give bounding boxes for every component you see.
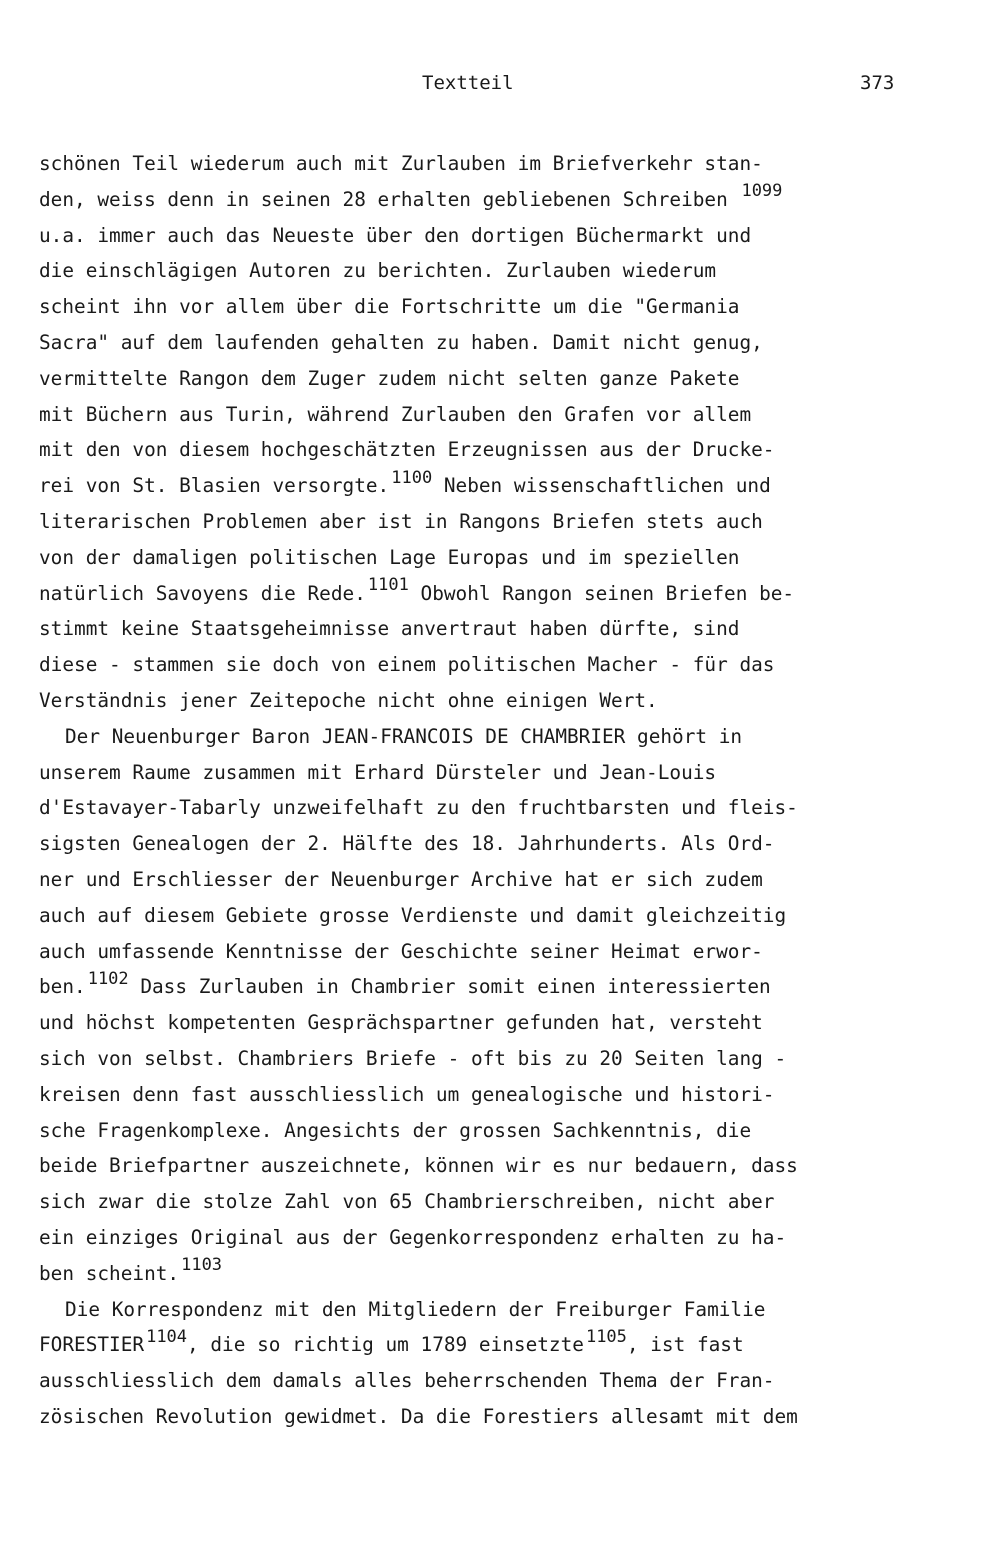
line-text: sigsten Genealogen der 2. Hälfte des 18. Jahrhunderts. Als Ord- [39,832,775,856]
line-text: Sacra" auf dem laufenden gehalten zu haben. Damit nicht genug, [39,330,763,354]
text-line [39,934,929,970]
line-text: ein einziges Original aus der Gegenkorrespondenz erhalten zu ha- [39,1225,787,1249]
text-line [39,1113,929,1149]
line-text: d'Estavayer-Tabarly unzweifelhaft zu den fruchtbarsten und fleis- [39,796,798,820]
text-line [39,218,929,254]
line-text: auch umfassende Kenntnisse der Geschichte seiner Heimat erwor- [39,939,763,963]
line-text: ner und Erschliesser der Neuenburger Archive hat er sich zudem [39,867,763,891]
text-line [39,862,929,898]
line-text: unserem Raume zusammen mit Erhard Dürsteler und Jean-Louis [39,760,717,784]
text-line [39,289,929,325]
running-title: Textteil [422,72,514,94]
text-line [39,1148,929,1184]
text-line [39,683,929,719]
text-line [39,397,929,433]
text-line [39,146,929,182]
text-line [39,611,929,647]
line-text: sich zwar die stolze Zahl von 65 Chambrierschreiben, nicht aber [39,1190,775,1214]
footnote-marker: 1102 [87,968,129,989]
text-line [39,504,929,540]
line-text: scheint ihn vor allem über die Fortschritte um die "Germania [39,295,740,319]
line-text-continued: Neben wissenschaftlichen und [432,474,771,498]
footnote-marker: 1101 [367,575,409,596]
line-text: mit den von diesem hochgeschätzten Erzeugnissen aus der Drucke- [39,438,775,462]
text-line [39,253,929,289]
text-line [39,1220,929,1256]
text-line [39,898,929,934]
text-line [39,540,929,576]
line-text-continued: , ist fast [626,1333,744,1357]
line-text: zösischen Revolution gewidmet. Da die Forestiers allesamt mit dem [39,1404,798,1428]
line-text: literarischen Problemen aber ist in Rangons Briefen stets auch [39,509,763,533]
text-line [39,1399,929,1435]
line-text-continued: , die so richtig um 1789 einsetzte [187,1333,584,1357]
footnote-marker: 1104 [146,1326,188,1347]
footnote-marker: 1105 [585,1326,627,1347]
footnote-marker: 1103 [181,1255,223,1276]
text-line [39,719,929,755]
text-line [39,826,929,862]
text-line [39,1327,929,1363]
text-line [39,468,929,504]
text-line [39,790,929,826]
line-text: von der damaligen politischen Lage Europas und im speziellen [39,545,740,569]
text-line [39,432,929,468]
line-text: sich von selbst. Chambriers Briefe - oft bis zu 20 Seiten lang - [39,1046,787,1070]
text-line [39,1184,929,1220]
page-header [0,72,1000,102]
line-text: u.a. immer auch das Neueste über den dortigen Büchermarkt und [39,223,752,247]
line-text: ben. [39,975,86,999]
body-text [39,146,929,1435]
line-text: sche Fragenkomplexe. Angesichts der grossen Sachkenntnis, die [39,1118,752,1142]
line-text: diese - stammen sie doch von einem politischen Macher - für das [39,653,775,677]
text-line [39,576,929,612]
line-text: vermittelte Rangon dem Zuger zudem nicht selten ganze Pakete [39,366,740,390]
line-text-continued: Obwohl Rangon seinen Briefen be- [408,581,795,605]
line-text: rei von St. Blasien versorgte. [39,474,390,498]
text-line [39,1256,929,1292]
footnote-marker: 1099 [741,181,783,202]
line-text: und höchst kompetenten Gesprächspartner gefunden hat, versteht [39,1011,763,1035]
text-line [39,969,929,1005]
text-line [39,182,929,218]
line-text: ausschliesslich dem damals alles beherrschenden Thema der Fran- [39,1369,775,1393]
text-line [39,1005,929,1041]
line-text: mit Büchern aus Turin, während Zurlauben den Grafen vor allem [39,402,752,426]
text-line [39,1363,929,1399]
text-line [39,361,929,397]
line-text: die einschlägigen Autoren zu berichten. Zurlauben wiederum [39,259,717,283]
line-text: Die Korrespondenz mit den Mitgliedern der Freiburger Familie [65,1297,766,1321]
text-line [39,1077,929,1113]
line-text: FORESTIER [39,1333,145,1357]
page-number: 373 [860,72,895,94]
text-line [39,755,929,791]
text-line [39,1041,929,1077]
text-line [39,325,929,361]
line-text: Der Neuenburger Baron JEAN-FRANCOIS DE CHAMBRIER gehört in [65,724,743,748]
line-text: schönen Teil wiederum auch mit Zurlauben im Briefverkehr stan- [39,152,763,175]
line-text: stimmt keine Staatsgeheimnisse anvertraut haben dürfte, sind [39,617,740,641]
text-line [39,1292,929,1328]
line-text-continued: Dass Zurlauben in Chambrier somit einen interessierten [128,975,771,999]
footnote-marker: 1100 [391,467,433,488]
line-text: auch auf diesem Gebiete grosse Verdienste und damit gleichzeitig [39,903,787,927]
line-text: beide Briefpartner auszeichnete, können wir es nur bedauern, dass [39,1154,798,1178]
text-line [39,647,929,683]
line-text: den, weiss denn in seinen 28 erhalten gebliebenen Schreiben [39,187,740,211]
line-text: ben scheint. [39,1261,180,1285]
line-text: kreisen denn fast ausschliesslich um genealogische und histori- [39,1082,775,1106]
line-text: Verständnis jener Zeitepoche nicht ohne einigen Wert. [39,688,658,712]
line-text: natürlich Savoyens die Rede. [39,581,366,605]
